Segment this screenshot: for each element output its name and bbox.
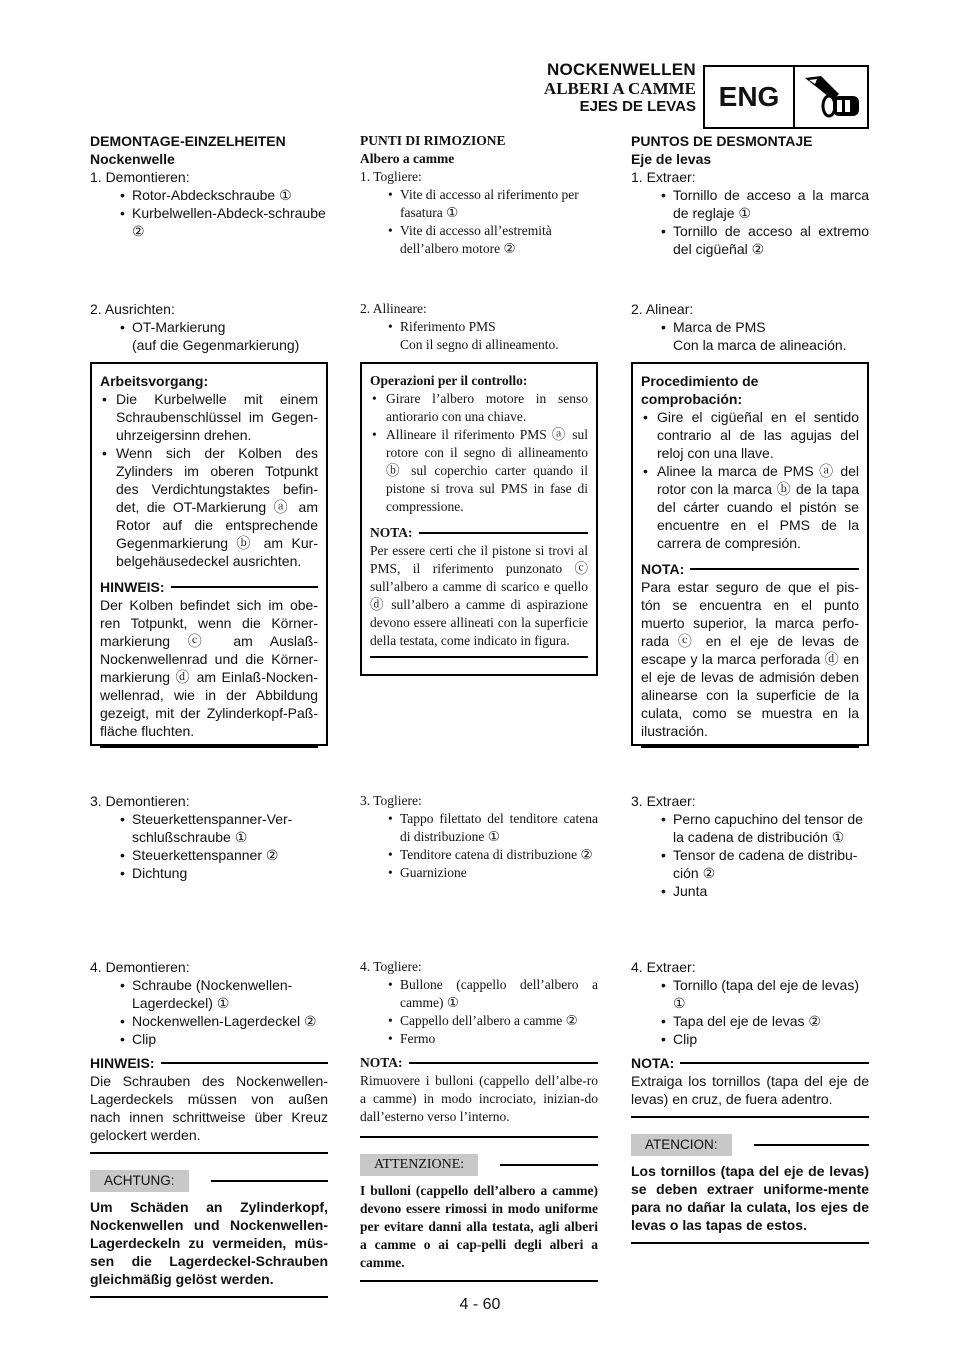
note-label: NOTA: bbox=[370, 525, 413, 540]
step-3-item: • Guarnizione bbox=[360, 864, 598, 882]
step-3-item: • Steuerkettenspanner ② bbox=[90, 846, 328, 864]
step-3-block bbox=[631, 792, 869, 900]
step-1-item: • Tornillo de acceso a la marca de reglaje ① bbox=[631, 186, 869, 222]
caution-label: ATTENZIONE: bbox=[360, 1154, 478, 1176]
step-4-item: • Fermo bbox=[360, 1030, 598, 1048]
engine-section-badge bbox=[703, 65, 869, 129]
caution-heading bbox=[90, 1170, 328, 1192]
step-4-block bbox=[90, 958, 328, 1298]
note-text: Der Kolben befindet sich im obe-ren Totpunkt, wenn die Körner-markierung ⓒ am Auslaß-Nockenwellenrad und die Körner-markierung ⓓ am Einlaß-Nocken-wellenrad, wie in der Abbildung gezeigt, mit der Zylinderkopf-Paß-fläche fluchten. bbox=[100, 597, 318, 739]
caution-text: I bulloni (cappello dell’albero a camme) devono essere rimossi in modo uniforme per evitare danni alla testata, agli alberi a camme o ai cap-pelli degli alberi a camme. bbox=[360, 1183, 598, 1270]
title-german: NOCKENWELLEN bbox=[546, 60, 696, 79]
heading: PUNTOS DE DESMONTAJE bbox=[631, 133, 813, 149]
step-2-item-detail: (auf die Gegenmarkierung) bbox=[132, 337, 300, 353]
step-4: 4. Demontieren: bbox=[90, 959, 190, 975]
title-spanish: EJES DE LEVAS bbox=[579, 98, 696, 115]
step-4-block bbox=[360, 958, 598, 1282]
step-4: 4. Togliere: bbox=[360, 959, 422, 974]
title-italian: ALBERI A CAMME bbox=[543, 79, 696, 98]
step-2-item-detail: Con la marca de alineación. bbox=[673, 337, 847, 353]
step-1: 1. Togliere: bbox=[360, 169, 422, 184]
procedure-heading: Arbeitsvorgang: bbox=[100, 373, 209, 389]
step-2-block bbox=[631, 300, 869, 354]
procedure-item: • Alinee la marca de PMS ⓐ del rotor con la marca ⓑ de la tapa del cárter cuando el pistón se encuentre en el PMS de la carrera de compresión. bbox=[641, 462, 859, 552]
step-4: 4. Extraer: bbox=[631, 959, 696, 975]
wrench-camshaft-icon bbox=[795, 67, 867, 127]
caution-label: ATENCION: bbox=[631, 1134, 732, 1156]
heading: DEMONTAGE-EINZELHEITEN bbox=[90, 133, 286, 149]
step-2-block bbox=[90, 300, 328, 354]
step-2-item: • OT-Markierung bbox=[90, 318, 328, 336]
step-3-block bbox=[90, 792, 328, 882]
step-3: 3. Demontieren: bbox=[90, 793, 190, 809]
step-2: 2. Alinear: bbox=[631, 301, 694, 317]
procedure-heading: Procedimiento de comprobación: bbox=[641, 373, 759, 407]
procedure-item: • Allineare il riferimento PMS ⓐ sul rotore con il segno di allineamento ⓑ sul coperchio carter quando il pistone si trova sul PMS in fase di compressione. bbox=[370, 426, 588, 516]
step-3-item: • Steuerkettenspanner-Ver-schlußschraube ① bbox=[90, 810, 328, 846]
procedure-box bbox=[90, 362, 328, 746]
step-4-item: • Tapa del eje de levas ② bbox=[631, 1012, 869, 1030]
step-1-item: • Vite di accesso all’estremità dell’albero motore ② bbox=[360, 222, 598, 258]
step-4-item: • Schraube (Nockenwellen-Lagerdeckel) ① bbox=[90, 976, 328, 1012]
note-heading bbox=[631, 1054, 869, 1072]
procedure-box bbox=[360, 362, 598, 676]
step-3-item: • Junta bbox=[631, 882, 869, 900]
note-heading bbox=[360, 1054, 598, 1072]
step-1-item: • Tornillo de acceso al extremo del cigüeñal ② bbox=[631, 222, 869, 258]
step-3: 3. Extraer: bbox=[631, 793, 696, 809]
step-2-item-detail: Con il segno di allineamento. bbox=[400, 337, 559, 352]
procedure-item: • Gire el cigüeñal en el sentido contrario al de las agujas del reloj con una llave. bbox=[641, 408, 859, 462]
page-number: 4 - 60 bbox=[459, 1296, 501, 1313]
note-heading bbox=[90, 1054, 328, 1072]
step-4-item: • Clip bbox=[90, 1030, 328, 1048]
caution-text: Um Schäden an Zylinderkopf, Nockenwellen und Nockenwellen-Lagerdeckeln zu vermeiden, müs-sen die Lagerdeckel-Schrauben gleichmäßig gelöst werden. bbox=[90, 1199, 328, 1287]
caution-label: ACHTUNG: bbox=[90, 1170, 189, 1192]
note-label: HINWEIS: bbox=[90, 1055, 155, 1071]
step-4-item: • Nockenwellen-Lagerdeckel ② bbox=[90, 1012, 328, 1030]
section-titles bbox=[544, 60, 696, 116]
caution-heading bbox=[360, 1154, 598, 1176]
step-3: 3. Togliere: bbox=[360, 793, 422, 808]
caution-heading bbox=[631, 1134, 869, 1156]
step-4-block bbox=[631, 958, 869, 1244]
caution-text: Los tornillos (tapa del eje de levas) se deben extraer uniforme-mente para no dañar la culata, los ejes de levas o las tapas de estos. bbox=[631, 1163, 869, 1233]
step-2-item: • Marca de PMS bbox=[631, 318, 869, 336]
note-label: HINWEIS: bbox=[100, 579, 165, 595]
step-4-item: • Tornillo (tapa del eje de levas) ① bbox=[631, 976, 869, 1012]
step-1-item: • Vite di accesso al riferimento per fasatura ① bbox=[360, 186, 598, 222]
step-4-item: • Bullone (cappello dell’albero a camme) ① bbox=[360, 976, 598, 1012]
subheading: Albero a camme bbox=[360, 151, 455, 166]
step-3-item: • Dichtung bbox=[90, 864, 328, 882]
note-label: NOTA: bbox=[641, 561, 685, 577]
step-3-item: • Perno capuchino del tensor de la cadena de distribución ① bbox=[631, 810, 869, 846]
note-heading bbox=[641, 560, 859, 578]
note-heading bbox=[370, 524, 588, 542]
removal-points-block bbox=[631, 132, 869, 258]
step-2: 2. Allineare: bbox=[360, 301, 427, 316]
step-2: 2. Ausrichten: bbox=[90, 301, 175, 317]
step-4-item: • Cappello dell’albero a camme ② bbox=[360, 1012, 598, 1030]
step-3-block bbox=[360, 792, 598, 882]
step-3-item: • Tappo filettato del tenditore catena di distribuzione ① bbox=[360, 810, 598, 846]
note-text: Rimuovere i bulloni (cappello dell’albe-ro a camme) in modo incrociato, inizian-do dall’esterno verso l’interno. bbox=[360, 1073, 598, 1124]
procedure-box bbox=[631, 362, 869, 746]
step-1-item: • Kurbelwellen-Abdeck-schraube ② bbox=[90, 204, 328, 240]
note-text: Per essere certi che il pistone si trovi al PMS, il riferimento punzonato ⓒ sull’albero a camme di scarico e quello ⓓ sull’albero a camme di aspirazione devono essere allineati con la superficie della testata, come indicato in figura. bbox=[370, 543, 588, 648]
procedure-item: • Die Kurbelwelle mit einem Schraubenschlüssel im Gegen-uhrzeigersinn drehen. bbox=[100, 390, 318, 444]
step-1: 1. Extraer: bbox=[631, 169, 696, 185]
step-1-item: • Rotor-Abdeckschraube ① bbox=[90, 186, 328, 204]
note-text: Extraiga los tornillos (tapa del eje de levas) en cruz, de fuera adentro. bbox=[631, 1073, 869, 1107]
removal-points-block bbox=[360, 132, 598, 258]
note-label: NOTA: bbox=[631, 1055, 675, 1071]
subheading: Eje de levas bbox=[631, 151, 712, 167]
step-2-block bbox=[360, 300, 598, 354]
step-2-item: • Riferimento PMS bbox=[360, 318, 598, 336]
step-1: 1. Demontieren: bbox=[90, 169, 190, 185]
section-label: ENG bbox=[705, 67, 795, 127]
note-heading bbox=[100, 578, 318, 596]
note-text: Die Schrauben des Nockenwellen-Lagerdeckels müssen von außen nach innen schrittweise über Kreuz gelockert werden. bbox=[90, 1073, 328, 1143]
procedure-heading: Operazioni per il controllo: bbox=[370, 373, 528, 388]
step-3-item: • Tensor de cadena de distribu-ción ② bbox=[631, 846, 869, 882]
note-text: Para estar seguro de que el pis-tón se encuentra en el punto muerto superior, la marca perfo-rada ⓒ en el eje de levas de escape y la marca perforada ⓓ en el eje de levas de admisión deben alinearse con la superficie de la culata, como se muestra en la ilustración. bbox=[641, 579, 859, 739]
step-4-item: • Clip bbox=[631, 1030, 869, 1048]
heading: PUNTI DI RIMOZIONE bbox=[360, 133, 506, 148]
procedure-item: • Wenn sich der Kolben des Zylinders im oberen Totpunkt des Verdichtungstaktes befin-det, die OT-Markierung ⓐ am Rotor auf die entsprechende Gegenmarkierung ⓑ am Kur-belgehäusedeckel ausrichten. bbox=[100, 444, 318, 570]
note-label: NOTA: bbox=[360, 1055, 403, 1070]
procedure-item: • Girare l’albero motore in senso antiorario con una chiave. bbox=[370, 390, 588, 426]
step-3-item: • Tenditore catena di distribuzione ② bbox=[360, 846, 598, 864]
subheading: Nockenwelle bbox=[90, 151, 175, 167]
removal-points-block bbox=[90, 132, 328, 240]
